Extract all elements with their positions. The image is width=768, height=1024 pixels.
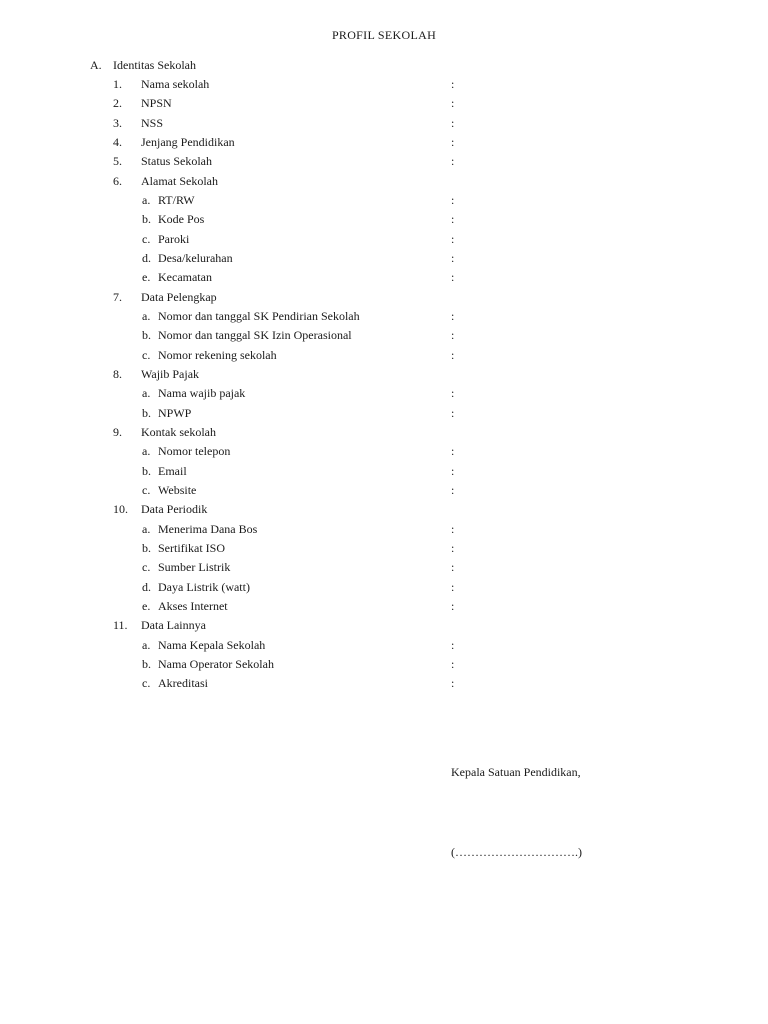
subitem-label: Nama Operator Sekolah [158, 657, 274, 671]
item-label: Data Lainnya [141, 618, 206, 632]
subitem-colon: : [451, 406, 455, 420]
subitem-colon: : [451, 638, 455, 652]
subitem-letter: a. [142, 638, 151, 652]
item-colon: : [451, 154, 455, 168]
subitem-colon: : [451, 522, 455, 536]
item-colon: : [451, 96, 455, 110]
subitem-colon: : [451, 348, 455, 362]
item-label: Alamat Sekolah [141, 174, 218, 188]
subitem-label: Nama wajib pajak [158, 386, 246, 400]
item-colon: : [451, 77, 455, 91]
subitem-colon: : [451, 676, 455, 690]
signature-label: Kepala Satuan Pendidikan, [451, 765, 581, 779]
subitem-label: Website [158, 483, 197, 497]
subitem-label: Kode Pos [158, 212, 205, 226]
signature-placeholder: (………………………….) [451, 845, 582, 859]
subitem-colon: : [451, 580, 455, 594]
subitem-letter: a. [142, 522, 151, 536]
page-title: PROFIL SEKOLAH [331, 28, 437, 42]
subitem-label: Nomor telepon [158, 444, 231, 458]
item-label: Jenjang Pendidikan [141, 135, 235, 149]
subitem-letter: d. [142, 580, 151, 594]
subitem-letter: b. [142, 541, 151, 555]
subitem-label: Sumber Listrik [158, 560, 231, 574]
subitem-letter: b. [142, 406, 151, 420]
subitem-label: Akreditasi [158, 676, 208, 690]
subitem-colon: : [451, 541, 455, 555]
subitem-colon: : [451, 328, 455, 342]
subitem-label: Daya Listrik (watt) [158, 580, 250, 594]
subitem-letter: b. [142, 328, 151, 342]
item-label: Data Periodik [141, 502, 208, 516]
item-number: 9. [113, 425, 122, 439]
subitem-label: Email [158, 464, 187, 478]
subitem-letter: a. [142, 386, 151, 400]
subitem-letter: a. [142, 309, 151, 323]
subitem-label: Paroki [158, 232, 190, 246]
subitem-letter: c. [142, 232, 151, 246]
subitem-colon: : [451, 444, 455, 458]
subitem-colon: : [451, 193, 455, 207]
subitem-letter: c. [142, 483, 151, 497]
subitem-label: Akses Internet [158, 599, 228, 613]
subitem-label: NPWP [158, 406, 192, 420]
subitem-letter: c. [142, 560, 151, 574]
subitem-label: Nomor rekening sekolah [158, 348, 277, 362]
subitem-label: Nomor dan tanggal SK Pendirian Sekolah [158, 309, 360, 323]
subitem-colon: : [451, 270, 455, 284]
subitem-letter: e. [142, 599, 151, 613]
subitem-colon: : [451, 599, 455, 613]
subitem-label: Desa/kelurahan [158, 251, 233, 265]
item-number: 10. [113, 502, 128, 516]
subitem-letter: b. [142, 212, 151, 226]
item-label: Nama sekolah [141, 77, 210, 91]
item-label: Kontak sekolah [141, 425, 216, 439]
item-number: 3. [113, 116, 122, 130]
subitem-label: Menerima Dana Bos [158, 522, 258, 536]
subitem-letter: a. [142, 193, 151, 207]
subitem-letter: c. [142, 676, 151, 690]
subitem-letter: b. [142, 657, 151, 671]
subitem-colon: : [451, 232, 455, 246]
subitem-colon: : [451, 464, 455, 478]
item-number: 11. [113, 618, 128, 632]
subitem-letter: d. [142, 251, 151, 265]
subitem-letter: c. [142, 348, 151, 362]
section-label: Identitas Sekolah [113, 58, 196, 72]
subitem-label: Sertifikat ISO [158, 541, 225, 555]
item-label: Status Sekolah [141, 154, 212, 168]
subitem-colon: : [451, 657, 455, 671]
item-colon: : [451, 116, 455, 130]
item-label: Wajib Pajak [141, 367, 200, 381]
subitem-label: Kecamatan [158, 270, 212, 284]
subitem-colon: : [451, 386, 455, 400]
item-label: NPSN [141, 96, 172, 110]
item-number: 4. [113, 135, 122, 149]
subitem-letter: b. [142, 464, 151, 478]
subitem-label: RT/RW [158, 193, 195, 207]
item-number: 8. [113, 367, 122, 381]
item-label: NSS [141, 116, 164, 130]
subitem-colon: : [451, 212, 455, 226]
item-number: 5. [113, 154, 122, 168]
item-number: 1. [113, 77, 122, 91]
subitem-colon: : [451, 483, 455, 497]
subitem-label: Nama Kepala Sekolah [158, 638, 266, 652]
item-label: Data Pelengkap [141, 290, 217, 304]
subitem-colon: : [451, 560, 455, 574]
subitem-colon: : [451, 251, 455, 265]
subitem-letter: e. [142, 270, 151, 284]
item-number: 2. [113, 96, 122, 110]
section-marker: A. [90, 58, 102, 72]
item-colon: : [451, 135, 455, 149]
subitem-label: Nomor dan tanggal SK Izin Operasional [158, 328, 352, 342]
subitem-letter: a. [142, 444, 151, 458]
item-number: 7. [113, 290, 122, 304]
item-number: 6. [113, 174, 122, 188]
subitem-colon: : [451, 309, 455, 323]
